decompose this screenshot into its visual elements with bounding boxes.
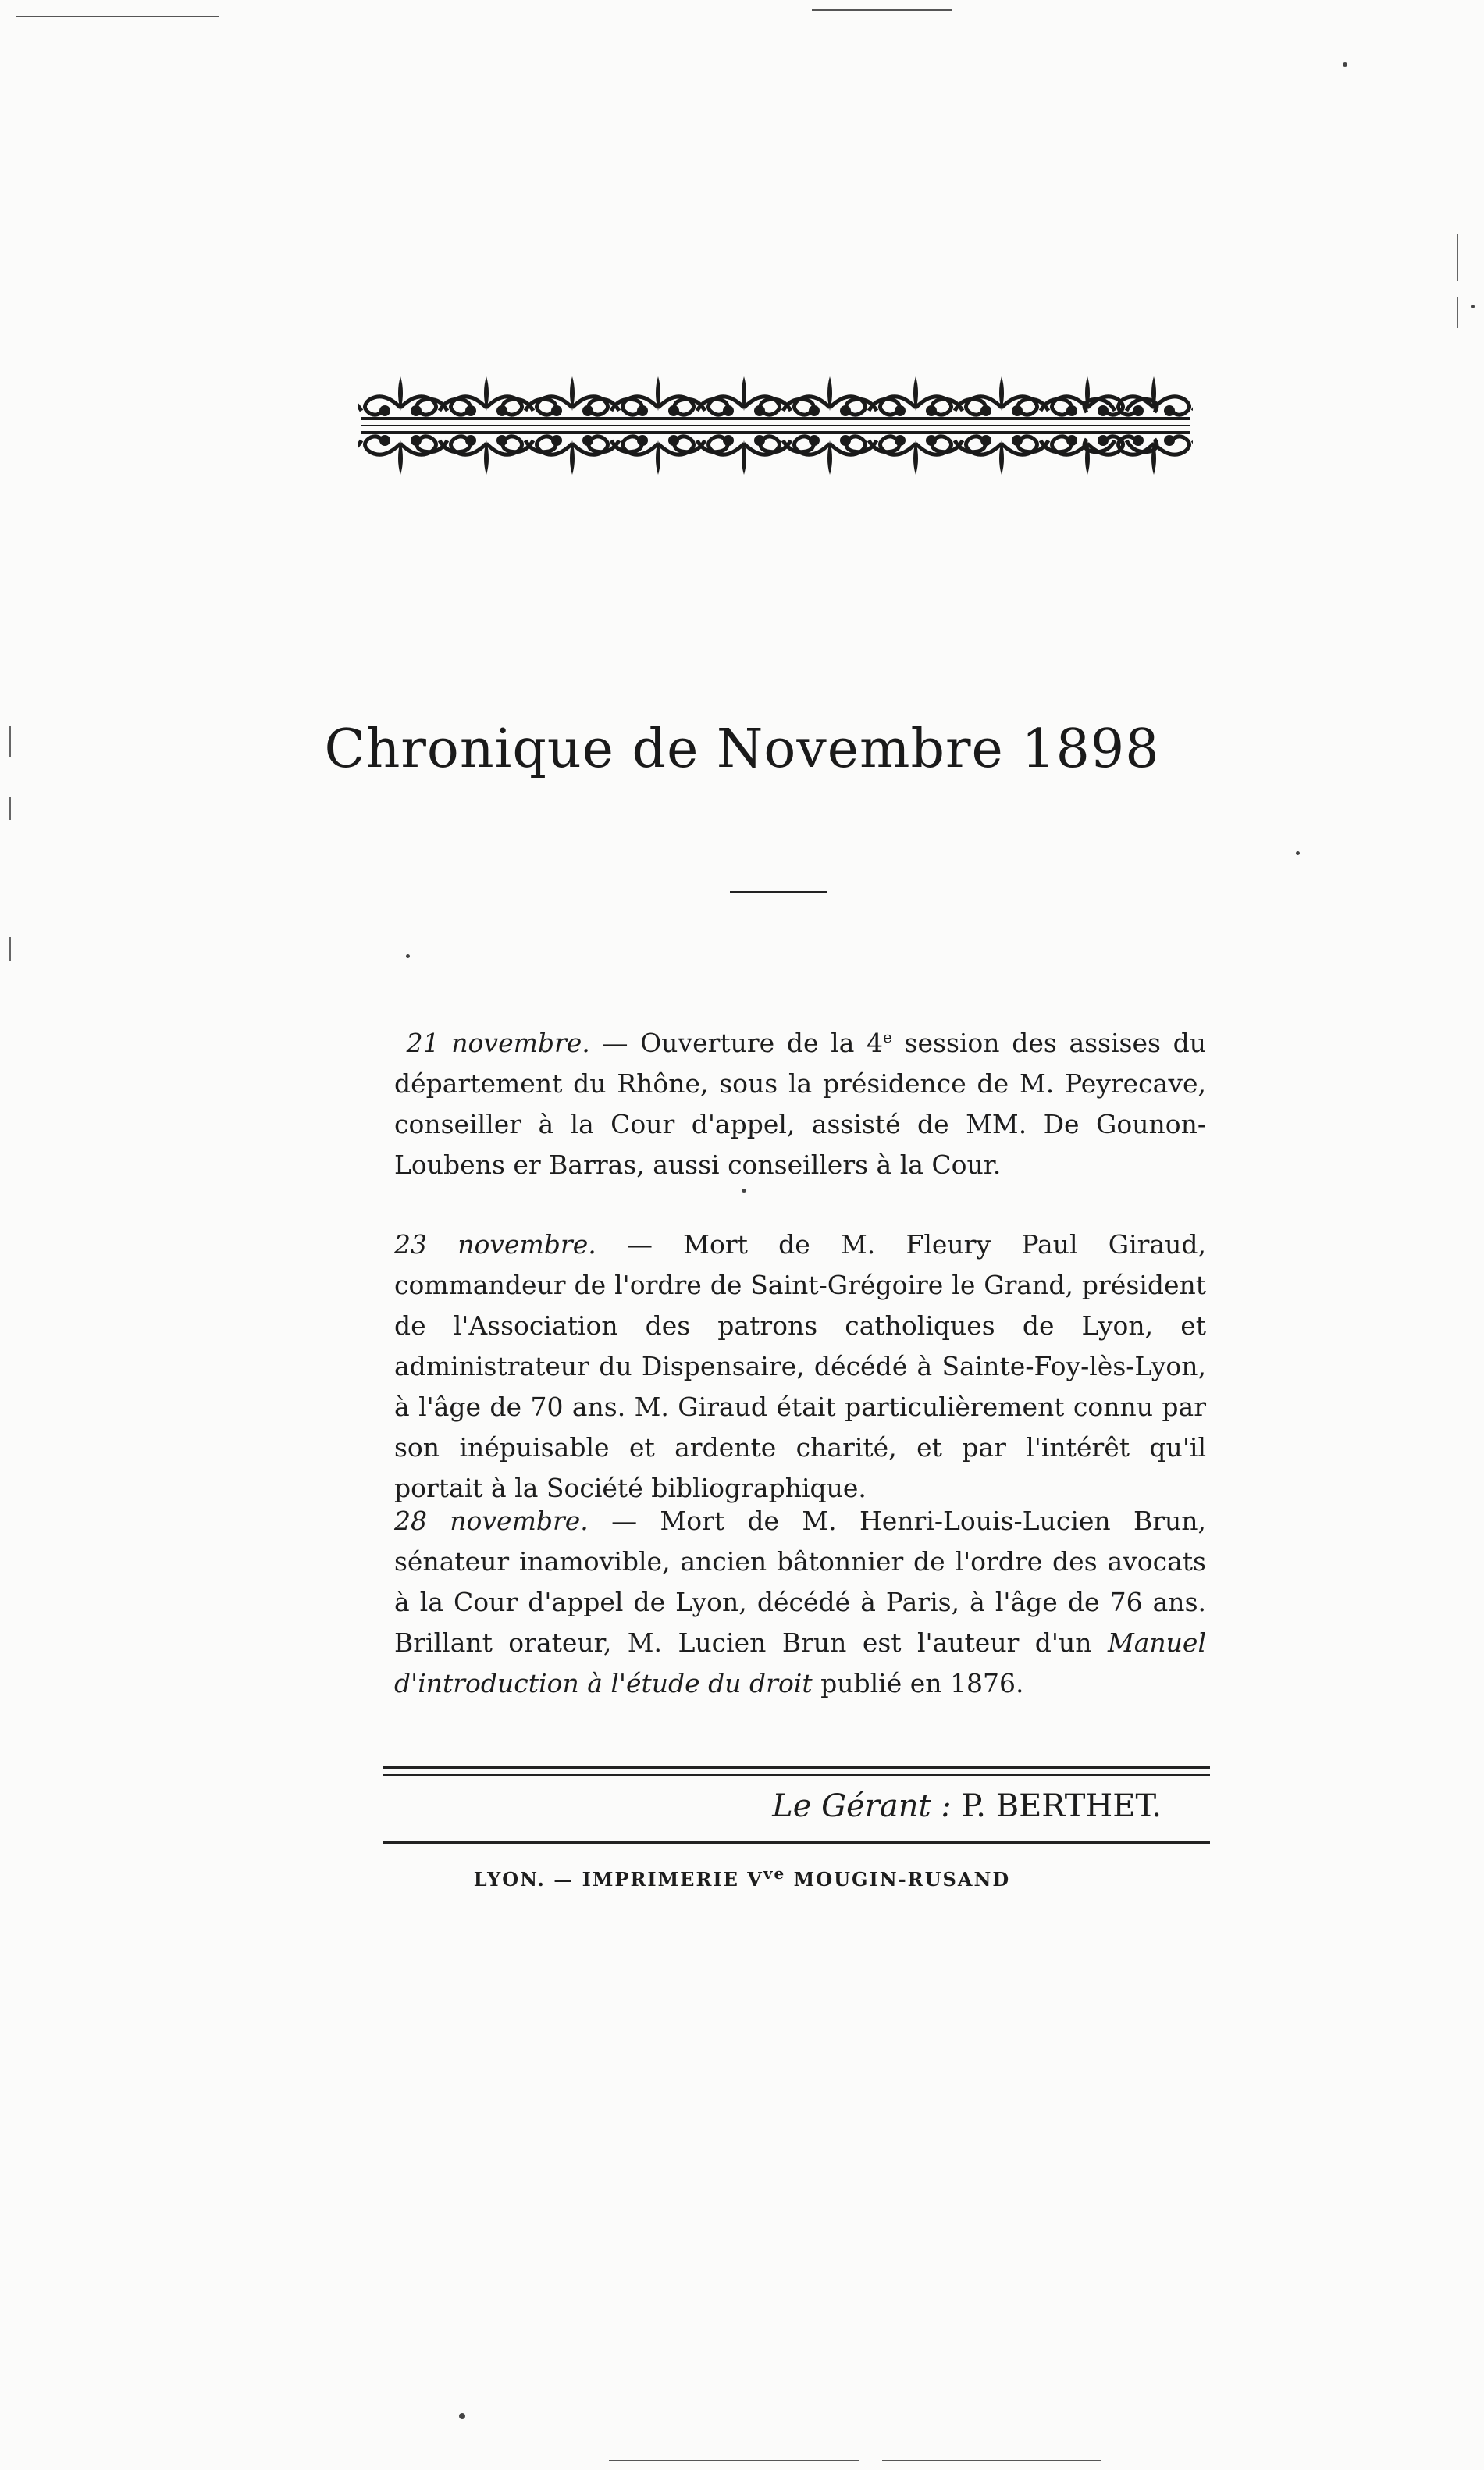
entry-date: 21 novembre. [406,1028,590,1058]
printer-text: LYON. — IMPRIMERIE V [473,1868,763,1891]
scan-artifact [1471,305,1475,308]
signature-rule [383,1841,1210,1844]
scan-artifact [406,954,410,958]
title-divider [730,891,827,893]
superscript: ve [763,1864,786,1883]
printer-text: MOUGIN-RUSAND [785,1868,1011,1891]
ornamental-headpiece-icon [358,369,1193,486]
scan-artifact [609,2460,859,2461]
scan-artifact [742,1189,746,1193]
scan-artifact [882,2460,1101,2461]
entry-date: 23 novembre. [394,1229,596,1260]
scan-artifact [1457,234,1458,281]
printer-imprint [0,1864,1484,1891]
chronicle-entry [394,1224,1206,1509]
scan-artifact [16,16,219,17]
entry-text: — Mort de M. Fleury Paul Giraud, commandeur de l'ordre de Saint-Grégoire le Grand, président de l'Association des patrons catholiques de Lyon, et administrateur du Dispensaire, décédé à Sainte-Foy-lès-Lyon, à l'âge de 70 ans. M. Giraud était particulièrement connu par son inépuisable et ardente charité, et par l'intérêt qu'il portait à la Société bibliographique. [394,1229,1206,1503]
chronicle-entry [394,1501,1206,1704]
page-title: Chronique de Novembre 1898 [324,718,1160,780]
scan-artifact [9,797,11,820]
entry-text: publié en 1876. [812,1668,1024,1698]
double-rule-top [383,1766,1210,1769]
superscript: e [883,1028,892,1046]
scan-artifact [459,2413,465,2419]
scan-artifact [9,937,11,961]
signature-name: P. BERTHET. [961,1788,1162,1824]
chronicle-entry [394,1023,1206,1185]
double-rule-bottom [383,1774,1210,1776]
entry-date: 28 novembre. [394,1506,589,1536]
signature-label: Le Gérant : [772,1788,952,1824]
scan-artifact [812,9,952,11]
scan-artifact [1343,62,1347,67]
entry-text: session des assises du département du Rhône, sous la présidence de M. Peyrecave, conseiller à la Cour d'appel, assisté de MM. De Gounon-Loubens er Barras, aussi conseillers à la Cour. [394,1028,1206,1180]
book-title: Manuel d'introduction à l'étude du droit [394,1627,1206,1698]
entry-text: — Ouverture de la 4 [589,1028,884,1058]
scan-artifact [1457,297,1458,328]
entry-text: — Mort de M. Henri-Louis-Lucien Brun, sénateur inamovible, ancien bâtonnier de l'ordre des avocats à la Cour d'appel de Lyon, décédé à Paris, à l'âge de 76 ans. Brillant orateur, M. Lucien Brun est l'auteur d'un [394,1506,1206,1658]
scan-artifact [1296,851,1300,855]
signature-line [772,1788,1162,1824]
